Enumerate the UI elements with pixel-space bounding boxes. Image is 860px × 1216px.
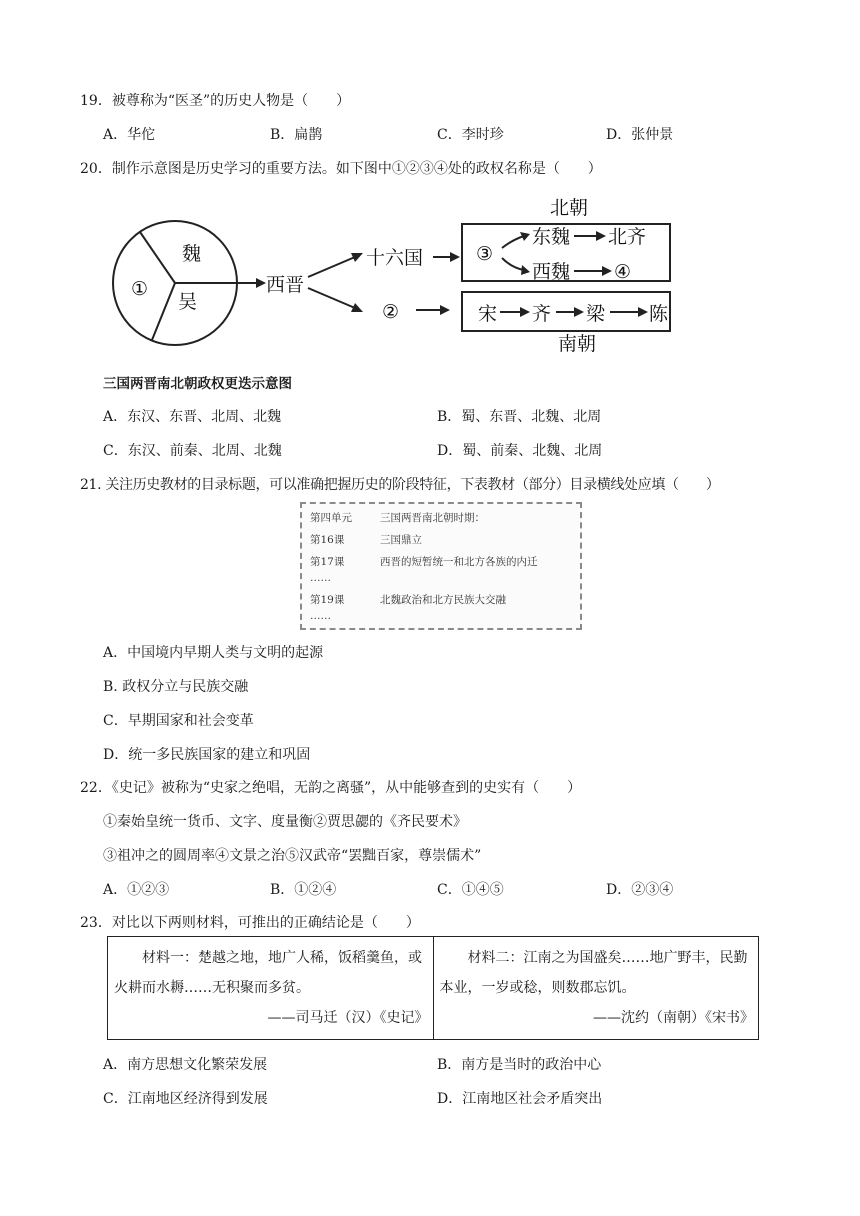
material-2-text: 材料二：江南之为国盛矣……地广野丰，民勤本业，一岁或稔，则数郡忘饥。 <box>439 950 748 996</box>
material-1-cell <box>108 937 434 1040</box>
q20-stem: 20．制作示意图是历史学习的重要方法。如下图中①②③④处的政权名称是（ ） <box>80 161 602 177</box>
toc-title: 西晋的短暂统一和北方各族的内迁 <box>380 556 538 568</box>
label-wu: 吴 <box>178 291 198 313</box>
material-2-source: ——沈约（南朝）《宋书》 <box>593 1010 754 1026</box>
q22-statements-line2: ③祖冲之的圆周率④文景之治⑤汉武帝“罢黜百家，尊崇儒术” <box>103 848 482 864</box>
textbook-toc-image <box>300 502 582 630</box>
material-2-cell <box>433 937 759 1040</box>
q23-option-d: D．江南地区社会矛盾突出 <box>437 1091 603 1107</box>
toc-num: 第19课 <box>310 594 345 606</box>
q21-option-c: C．早期国家和社会变革 <box>103 713 254 729</box>
material-1-source: ——司马迁（汉）《史记》 <box>267 1010 429 1026</box>
q22-stem: 22．《史记》被称为“史家之绝唱，无韵之离骚”，从中能够查到的史实有（ ） <box>80 780 582 796</box>
label-two: ② <box>382 301 400 323</box>
label-shiliuguo: 十六国 <box>366 247 424 269</box>
toc-num: 第16课 <box>310 534 345 546</box>
label-beichao: 北朝 <box>550 197 589 219</box>
arrow-to-xijin <box>256 278 266 288</box>
q23-option-c: C．江南地区经济得到发展 <box>103 1091 268 1107</box>
toc-ellipsis: …… <box>310 572 331 584</box>
arrow-to-beichao-box <box>450 252 460 262</box>
q22-option-d: D．②③④ <box>606 882 674 898</box>
q20-option-b: B．蜀、东晋、北魏、北周 <box>437 409 602 425</box>
materials-table <box>107 936 759 1040</box>
q19-option-d: D．张仲景 <box>606 127 674 143</box>
label-one: ① <box>131 278 149 300</box>
toc-ellipsis: …… <box>310 610 331 622</box>
toc-num: 第17课 <box>310 556 345 568</box>
q19-option-b: B．扁鹊 <box>270 127 323 143</box>
label-four: ④ <box>614 261 632 283</box>
toc-title: 北魏政治和北方民族大交融 <box>380 594 506 606</box>
label-liang: 梁 <box>586 303 606 325</box>
label-three: ③ <box>476 243 494 265</box>
toc-num: 第四单元 <box>310 512 352 524</box>
q22-option-c: C．①④⑤ <box>437 882 504 898</box>
q22-statements-line1: ①秦始皇统一货币、文字、度量衡②贾思勰的《齐民要术》 <box>103 814 467 830</box>
q22-option-a: A．①②③ <box>103 882 170 898</box>
toc-title: 三国两晋南北朝时期： <box>380 512 485 524</box>
q21-option-d: D．统一多民族国家的建立和巩固 <box>103 747 311 763</box>
material-1-text: 材料一：楚越之地，地广人稀，饭稻羹鱼，或火耕而水耨……无积聚而多贫。 <box>114 950 422 996</box>
q23-option-b: B．南方是当时的政治中心 <box>437 1057 602 1073</box>
q21-stem: 21. 关注历史教材的目录标题，可以准确把握历史的阶段特征，下表教材（部分）目录横线处应填（ ） <box>80 477 720 493</box>
label-nanchao: 南朝 <box>558 333 597 355</box>
label-xiwei: 西魏 <box>532 261 571 283</box>
q19-option-c: C．李时珍 <box>437 127 504 143</box>
label-dongwei: 东魏 <box>532 226 571 248</box>
q23-option-a: A．南方思想文化繁荣发展 <box>103 1057 268 1073</box>
regime-change-diagram <box>100 190 690 360</box>
q19-option-a: A．华佗 <box>103 127 156 143</box>
label-wei: 魏 <box>182 243 202 265</box>
q22-option-b: B．①②④ <box>270 882 337 898</box>
label-chen: 陈 <box>649 303 669 325</box>
label-xijin: 西晋 <box>266 274 305 296</box>
q23-stem: 23．对比以下两则材料，可推出的正确结论是（ ） <box>80 915 420 931</box>
toc-title: 三国鼎立 <box>380 534 422 546</box>
q20-option-d: D．蜀、前秦、北魏、北周 <box>437 443 603 459</box>
label-beiqi: 北齐 <box>608 226 647 248</box>
q21-option-b: B. 政权分立与民族交融 <box>103 679 249 695</box>
q20-option-a: A．东汉、东晋、北周、北魏 <box>103 409 282 425</box>
label-qi: 齐 <box>532 303 552 325</box>
arrow-to-nanchao-box <box>440 305 450 315</box>
q20-option-c: C．东汉、前秦、北周、北魏 <box>103 443 282 459</box>
q21-option-a: A．中国境内早期人类与文明的起源 <box>103 645 324 661</box>
q19-stem: 19．被尊称为“医圣”的历史人物是（ ） <box>80 93 351 109</box>
diagram-caption: 三国两晋南北朝政权更迭示意图 <box>103 376 292 392</box>
label-song: 宋 <box>478 303 498 325</box>
